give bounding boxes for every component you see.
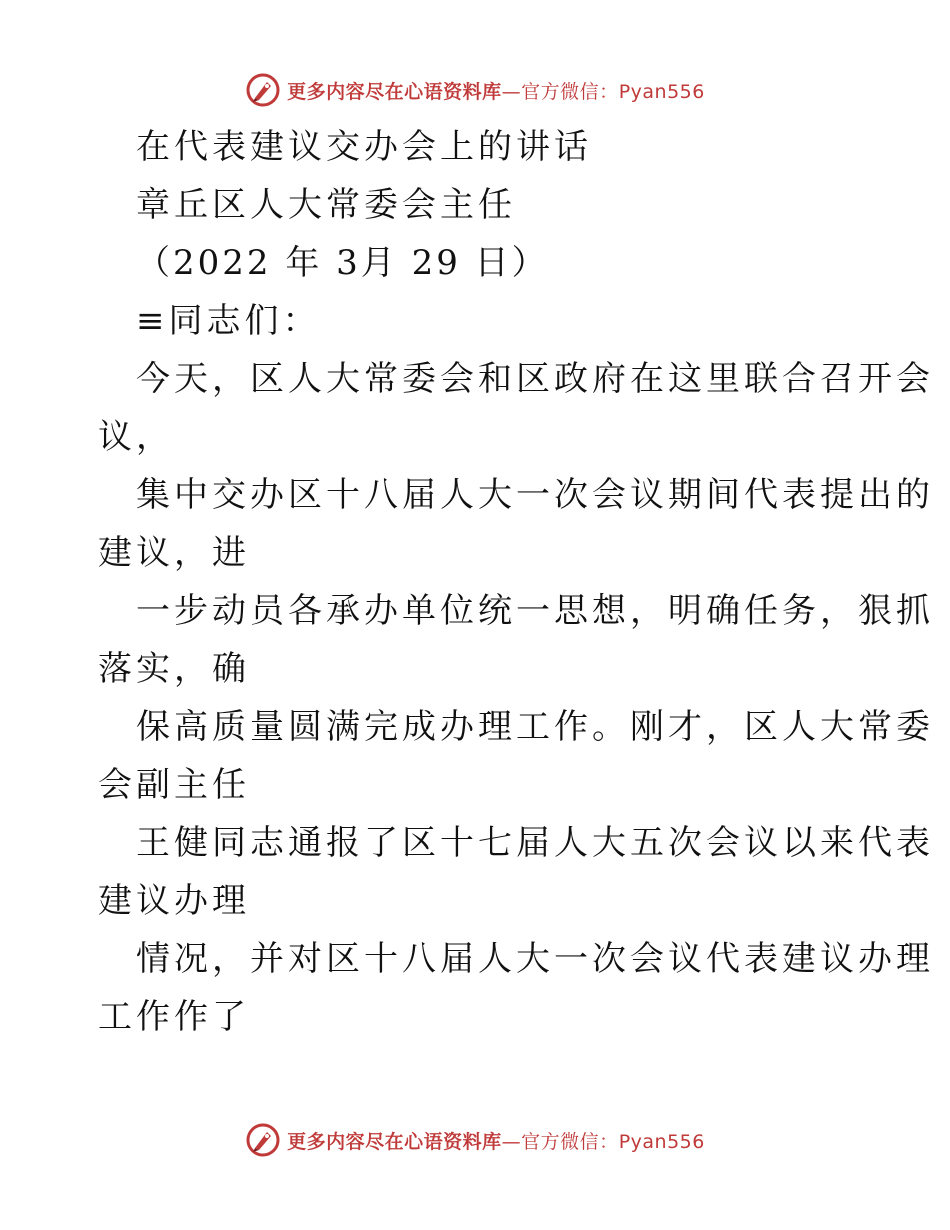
paragraph-line: 建议，进: [98, 533, 250, 573]
paragraph-line: 一步动员各承办单位统一思想，明确任务，狠抓: [136, 591, 934, 631]
paragraph-line: 工作作了: [98, 997, 250, 1037]
paragraph-line: 王健同志通报了区十七届人大五次会议以来代表: [136, 823, 934, 863]
paragraph-line: 保高质量圆满完成办理工作。刚才，区人大常委: [136, 707, 934, 747]
footer-banner: [0, 1120, 950, 1160]
paragraph-line: 集中交办区十八届人大一次会议期间代表提出的: [136, 475, 934, 515]
paragraph-line: 建议办理: [98, 881, 250, 921]
pen-logo-icon: [245, 72, 281, 108]
document-salutation: ≡同志们：: [136, 301, 321, 341]
paragraph-line: 情况，并对区十八届人大一次会议代表建议办理: [136, 939, 934, 979]
document-title: 在代表建议交办会上的讲话: [136, 127, 592, 167]
paragraph-line: 落实，确: [98, 649, 250, 689]
header-banner-main: 更多内容尽在心语资料库: [287, 80, 502, 103]
header-banner-text: [287, 77, 705, 104]
header-banner: [0, 70, 950, 110]
document-date: （2022 年 3月 29 日）: [136, 243, 549, 283]
footer-banner-wechat: 官方微信：: [521, 1130, 619, 1153]
header-banner-wechat: 官方微信：: [521, 80, 619, 103]
footer-banner-dash: —: [501, 1130, 522, 1153]
paragraph-line: 议，: [98, 417, 174, 457]
header-banner-dash: —: [501, 80, 522, 103]
document-paragraphs: [98, 350, 934, 1046]
footer-banner-id: Pyan556: [618, 1130, 705, 1153]
paragraph-line: 会副主任: [98, 765, 250, 805]
footer-banner-main: 更多内容尽在心语资料库: [287, 1130, 502, 1153]
document-body: [98, 118, 934, 1046]
header-banner-id: Pyan556: [618, 80, 705, 103]
document-speaker: 章丘区人大常委会主任: [136, 185, 516, 225]
paragraph-line: 今天，区人大常委会和区政府在这里联合召开会: [136, 359, 934, 399]
pen-logo-icon: [245, 1122, 281, 1158]
footer-banner-text: [287, 1127, 705, 1154]
